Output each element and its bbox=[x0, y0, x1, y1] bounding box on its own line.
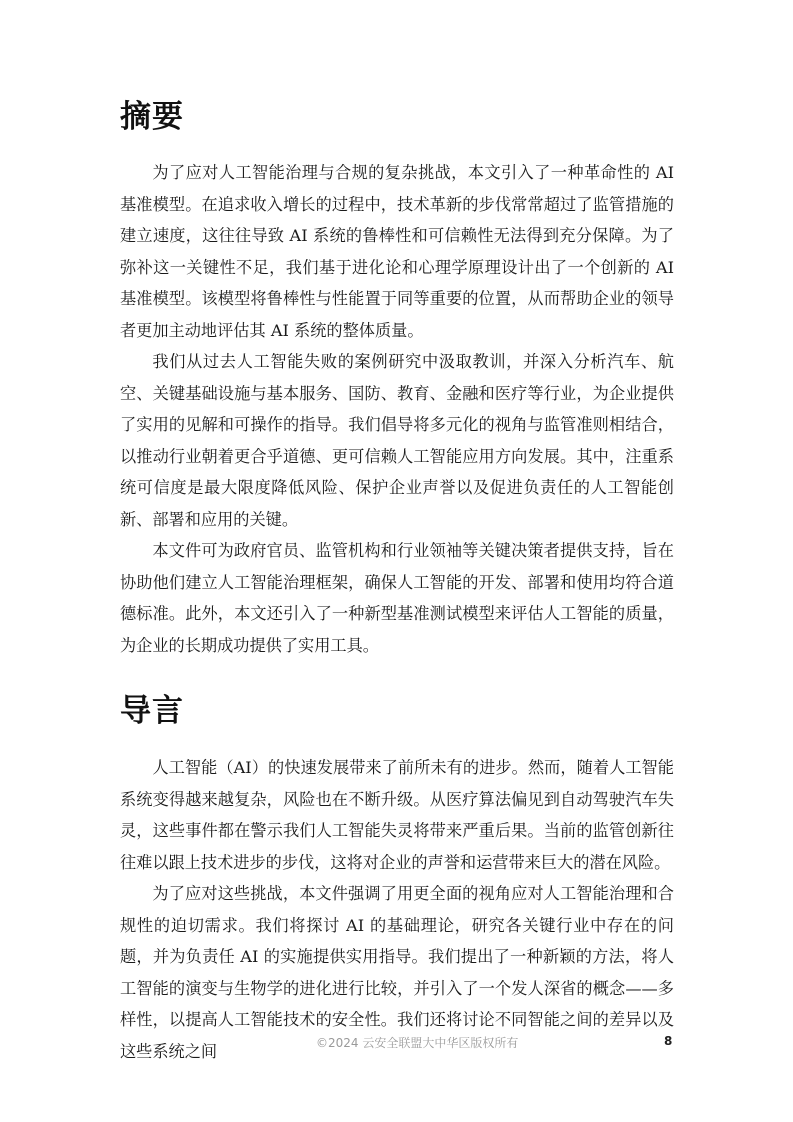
page-number: 8 bbox=[664, 1034, 673, 1048]
abstract-paragraph: 为了应对人工智能治理与合规的复杂挑战，本文引入了一种革命性的 AI 基准模型。在追求收入增长的过程中，技术革新的步伐常常超过了监管措施的建立速度，这往往导致 AI 系统的鲁棒性和可信赖性无法得到充分保障。为了弥补这一关键性不足，我们基于进化论和心理学原理设计出了一个创新的 AI 基准模型。该模型将鲁棒性与性能置于同等重要的位置，从而帮助企业的领导者更加主动地评估其 AI 系统的整体质量。 bbox=[120, 163, 674, 340]
page-content bbox=[120, 90, 674, 1067]
copyright-notice: ©2024 云安全联盟大中华区版权所有 bbox=[316, 1036, 519, 1050]
abstract-heading: 摘要 bbox=[120, 99, 184, 135]
introduction-paragraph: 人工智能（AI）的快速发展带来了前所未有的进步。然而，随着人工智能系统变得越来越复杂，风险也在不断升级。从医疗算法偏见到自动驾驶汽车失灵，这些事件都在警示我们人工智能失灵将带来严重后果。当前的监管创新往往难以跟上技术进步的步伐，这将对企业的声誉和运营带来巨大的潜在风险。 bbox=[120, 758, 674, 872]
introduction-section bbox=[120, 684, 674, 1067]
abstract-paragraph: 本文件可为政府官员、监管机构和行业领袖等关键决策者提供支持，旨在协助他们建立人工智能治理框架，确保人工智能的开发、部署和使用均符合道德标准。此外，本文还引入了一种新型基准测试模型来评估人工智能的质量，为企业的长期成功提供了实用工具。 bbox=[120, 541, 674, 655]
page-footer bbox=[0, 1034, 793, 1054]
abstract-section bbox=[120, 90, 674, 661]
abstract-paragraph: 我们从过去人工智能失败的案例研究中汲取教训，并深入分析汽车、航空、关键基础设施与基本服务、国防、教育、金融和医疗等行业，为企业提供了实用的见解和可操作的指导。我们倡导将多元化的视角与监管准则相结合，以推动行业朝着更合乎道德、更可信赖人工智能应用方向发展。其中，注重系统可信度是最大限度降低风险、保护企业声誉以及促进负责任的人工智能创新、部署和应用的关键。 bbox=[120, 352, 674, 529]
introduction-heading: 导言 bbox=[120, 693, 184, 729]
introduction-paragraph: 为了应对这些挑战，本文件强调了用更全面的视角应对人工智能治理和合规性的迫切需求。我们将探讨 AI 的基础理论，研究各关键行业中存在的问题，并为负责任 AI 的实施提供实用指导。我们提出了一种新颖的方法，将人工智能的演变与生物学的进化进行比较，并引入了一个发人深省的概念——多样性，以提高人工智能技术的安全性。我们还将讨论不同智能之间的差异以及这些系统之间 bbox=[120, 884, 674, 1061]
